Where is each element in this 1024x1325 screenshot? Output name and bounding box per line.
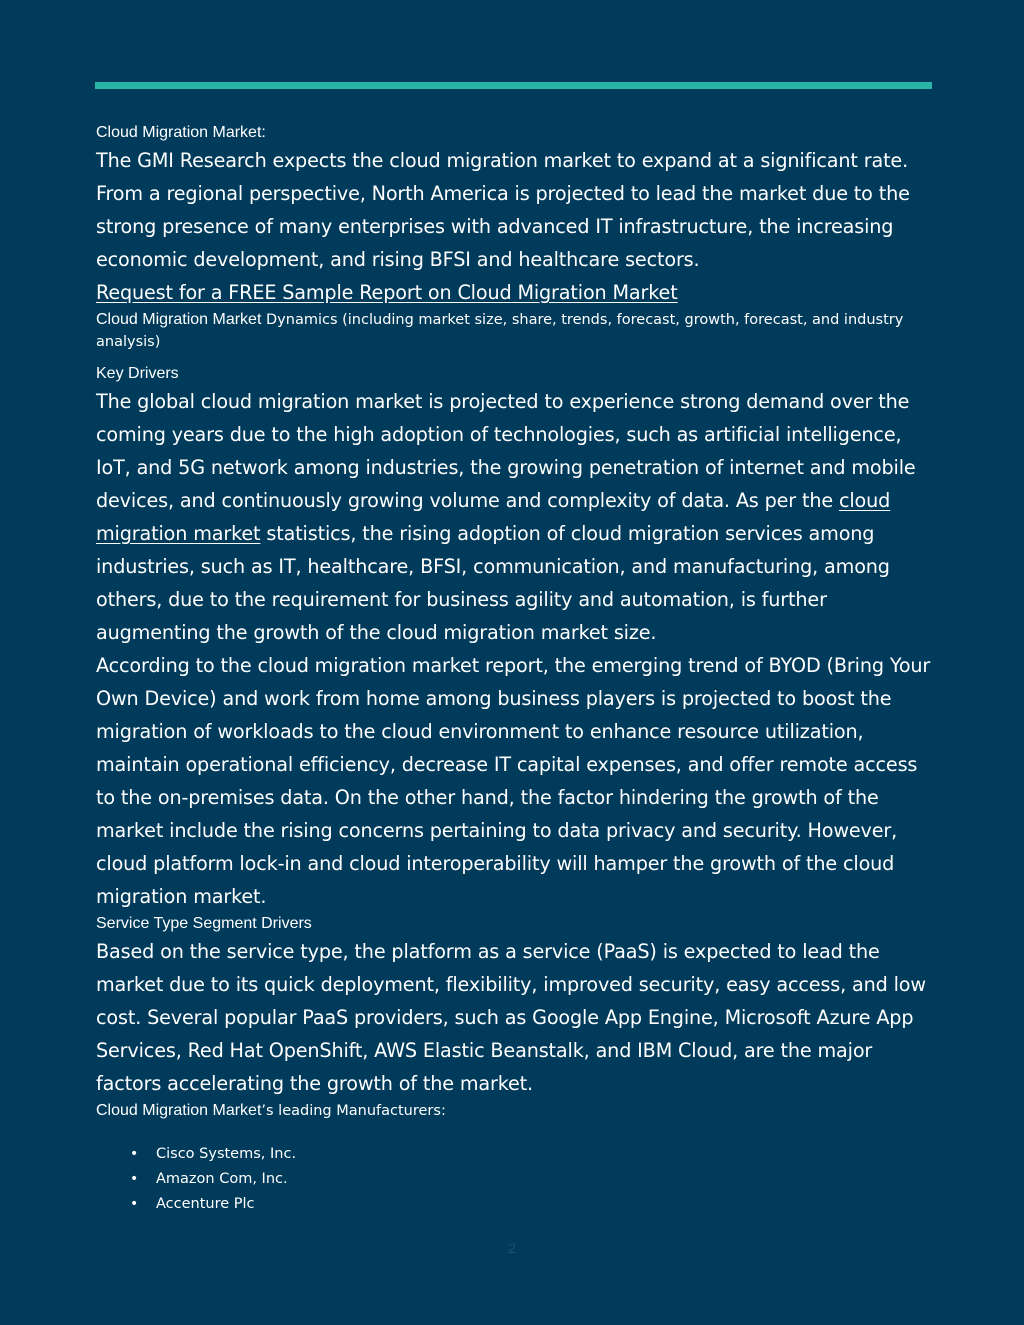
manufacturer-name: Cisco Systems, Inc.: [156, 1146, 297, 1162]
page-number: 2: [508, 1240, 516, 1256]
list-item: [96, 1167, 936, 1192]
key-drivers-p1-before: The global cloud migration market is projected to experience strong demand over the coming years due to the high adoption of technologies, such as artificial intelligence, IoT, and 5G network among industries, the growing penetration of internet and mobile devices, and continuously growing volume and complexity of data. As per the: [96, 390, 916, 512]
key-drivers-paragraph-1: [96, 385, 936, 649]
spacer: [96, 353, 936, 363]
manufacturers-prefix: Cloud Migration Market: [96, 1102, 262, 1119]
list-item: [96, 1142, 936, 1167]
manufacturers-text: ’s leading Manufacturers:: [261, 1103, 446, 1119]
document-body: [96, 122, 936, 1217]
manufacturers-heading: [96, 1100, 936, 1122]
bullet-icon: •: [130, 1146, 139, 1162]
key-drivers-paragraph-2: According to the cloud migration market report, the emerging trend of BYOD (Bring Your Own Device) and work from home among business players is projected to boost the migration of workloads to the cloud environment to enhance resource utilization, maintain operational efficiency, decrease IT capital expenses, and offer remote access to the on-premises data. On the other hand, the factor hindering the growth of the market include the rising concerns pertaining to data privacy and security. However, cloud platform lock-in and cloud interoperability will hamper the growth of the cloud migration market.: [96, 654, 931, 908]
dynamics-line: [96, 309, 936, 353]
manufacturer-name: Accenture Plc: [156, 1196, 255, 1212]
service-type-heading: Service Type Segment Drivers: [96, 915, 312, 932]
key-drivers-heading: Key Drivers: [96, 365, 179, 382]
bullet-icon: •: [130, 1196, 139, 1212]
dynamics-prefix: Cloud Migration Market: [96, 311, 262, 328]
sample-report-link[interactable]: Request for a FREE Sample Report on Cloud Migration Market: [96, 281, 678, 304]
sample-report-link-line: [96, 276, 936, 309]
service-type-paragraph: Based on the service type, the platform as a service (PaaS) is expected to lead the market due to its quick deployment, flexibility, improved security, easy access, and low cost. Several popular PaaS providers, such as Google App Engine, Microsoft Azure App Services, Red Hat OpenShift, AWS Elastic Beanstalk, and IBM Cloud, are the major factors accelerating the growth of the market.: [96, 940, 926, 1095]
list-item: [96, 1192, 936, 1217]
manufacturers-list: [96, 1142, 936, 1217]
intro-paragraph: The GMI Research expects the cloud migration market to expand at a significant rate. From a regional perspective, North America is projected to lead the market due to the strong presence of many enterprises with advanced IT infrastructure, the increasing economic development, and rising BFSI and healthcare sectors.: [96, 149, 910, 271]
manufacturer-name: Amazon Com, Inc.: [156, 1171, 288, 1187]
dynamics-text: Dynamics (including market size, share, trends, forecast, growth, forecast, and industry analysis): [96, 312, 904, 350]
bullet-icon: •: [130, 1171, 139, 1187]
key-drivers-p1-after: statistics, the rising adoption of cloud migration services among industries, such as IT, healthcare, BFSI, communication, and manufacturing, among others, due to the requirement for business agility and automation, is further augmenting the growth of the cloud migration market size.: [96, 522, 890, 644]
cloud-migration-market-link[interactable]: cloud migration market: [96, 489, 891, 545]
top-accent-rule: [95, 82, 932, 89]
intro-heading: Cloud Migration Market:: [96, 124, 266, 141]
